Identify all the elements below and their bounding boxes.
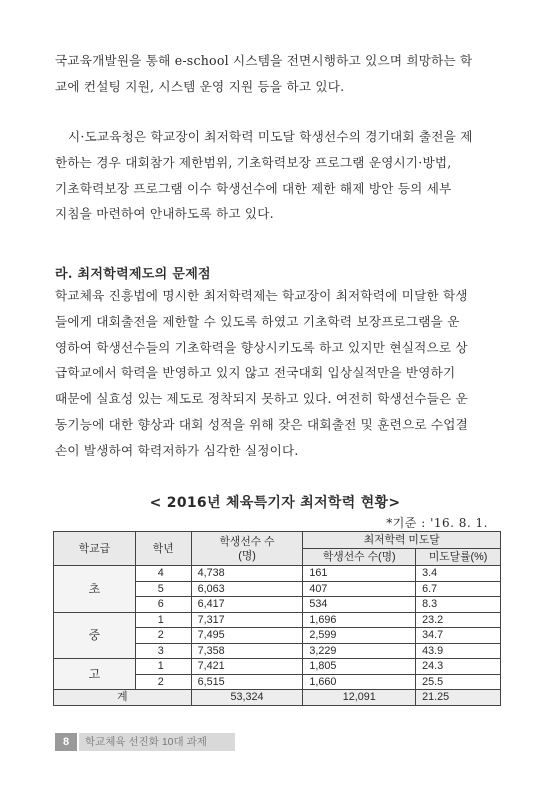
level-cell: 초 — [54, 566, 136, 613]
header-students — [191, 532, 303, 566]
table-row — [54, 659, 501, 675]
level-cell: 고 — [54, 659, 136, 690]
total-label: 계 — [54, 690, 192, 706]
total-count: 12,091 — [303, 690, 416, 706]
count-cell: 1,660 — [303, 674, 416, 690]
rate-cell: 24.3 — [416, 659, 501, 675]
paragraph-line: 국교육개발원을 통해 e-school 시스템을 전면시행하고 있으며 희망하는 학 — [55, 53, 473, 68]
grade-cell: 2 — [135, 628, 191, 644]
section-heading: 라. 최저학력제도의 문제점 — [55, 267, 211, 282]
count-cell: 1,805 — [303, 659, 416, 675]
students-cell: 7,495 — [191, 628, 303, 644]
paragraph-line: 동기능에 대한 향상과 대회 성적을 위해 잦은 대회출전 및 훈련으로 수업결 — [55, 416, 468, 432]
count-cell: 161 — [303, 566, 416, 582]
page-number: 8 — [55, 733, 77, 751]
students-cell: 6,515 — [191, 674, 303, 690]
students-cell: 7,421 — [191, 659, 303, 675]
rate-cell: 6.7 — [416, 581, 501, 597]
grade-cell: 5 — [135, 581, 191, 597]
total-rate: 21.25 — [416, 690, 501, 706]
paragraph-line: 기초학력보장 프로그램 이수 학생선수에 대한 제한 해제 방안 등의 세부 — [55, 180, 452, 196]
paragraph-line: 교에 컨설팅 지원, 시스템 운영 지원 등을 하고 있다. — [55, 78, 345, 94]
grade-cell: 1 — [135, 659, 191, 675]
table-total-row — [54, 690, 501, 706]
header-level: 학교급 — [54, 532, 136, 566]
header-below-count: 학생선수 수(명) — [303, 549, 416, 566]
header-below-rate: 미도달률(%) — [416, 549, 501, 566]
table-row — [54, 612, 501, 628]
table-title: < 2016년 체육특기자 최저학력 현황> — [149, 495, 401, 511]
students-cell: 6,417 — [191, 597, 303, 613]
paragraph-line: 급학교에서 학력을 반영하고 있지 않고 전국대회 입상실적만을 반영하기 — [55, 365, 456, 381]
count-cell: 407 — [303, 581, 416, 597]
header-students-unit: (명) — [238, 549, 256, 562]
paragraph-provincial-guidelines — [55, 124, 507, 227]
paragraph-eschool — [55, 48, 507, 100]
total-students: 53,324 — [191, 690, 303, 706]
count-cell: 3,229 — [303, 643, 416, 659]
paragraph-line: 한하는 경우 대회참가 제한범위, 기초학력보장 프로그램 운영시기·방법, — [55, 154, 452, 170]
rate-cell: 43.9 — [416, 643, 501, 659]
header-grade: 학년 — [135, 532, 191, 566]
paragraph-line: 들에게 대회출전을 제한할 수 있도록 하였고 기초학력 보장프로그램을 운 — [55, 313, 460, 329]
running-title: 학교체육 선진화 10대 과제 — [79, 733, 235, 751]
table-row — [54, 566, 501, 582]
header-below-minimum: 최저학력 미도달 — [303, 532, 501, 549]
header-students-line: 학생선수 수 — [219, 535, 275, 548]
paragraph-line: 때문에 실효성 있는 제도로 정착되지 못하고 있다. 여전히 학생선수들은 운 — [55, 391, 468, 407]
grade-cell: 4 — [135, 566, 191, 582]
students-cell: 7,317 — [191, 612, 303, 628]
paragraph-problems — [55, 283, 507, 464]
paragraph-line: 시·도교육청은 학교장이 최저학력 미도달 학생선수의 경기대회 출전을 제 — [68, 129, 473, 144]
count-cell: 1,696 — [303, 612, 416, 628]
paragraph-line: 영하여 학생선수들의 기초학력을 향상시키도록 하고 있지만 현실적으로 상 — [55, 339, 468, 355]
paragraph-line: 지침을 마련하여 안내하도록 하고 있다. — [55, 206, 274, 222]
paragraph-line: 손이 발생하여 학력저하가 심각한 실정이다. — [55, 442, 299, 458]
grade-cell: 1 — [135, 612, 191, 628]
rate-cell: 34.7 — [416, 628, 501, 644]
students-cell: 4,738 — [191, 566, 303, 582]
count-cell: 2,599 — [303, 628, 416, 644]
table-reference-date: *기준 : '16. 8. 1. — [386, 516, 488, 530]
level-cell: 중 — [54, 612, 136, 659]
athlete-academic-table — [53, 531, 501, 706]
rate-cell: 8.3 — [416, 597, 501, 613]
grade-cell: 3 — [135, 643, 191, 659]
rate-cell: 3.4 — [416, 566, 501, 582]
rate-cell: 25.5 — [416, 674, 501, 690]
grade-cell: 2 — [135, 674, 191, 690]
grade-cell: 6 — [135, 597, 191, 613]
paragraph-line: 학교체육 진흥법에 명시한 최저학력제는 학교장이 최저학력에 미달한 학생 — [55, 288, 468, 303]
rate-cell: 23.2 — [416, 612, 501, 628]
students-cell: 6,063 — [191, 581, 303, 597]
count-cell: 534 — [303, 597, 416, 613]
students-cell: 7,358 — [191, 643, 303, 659]
